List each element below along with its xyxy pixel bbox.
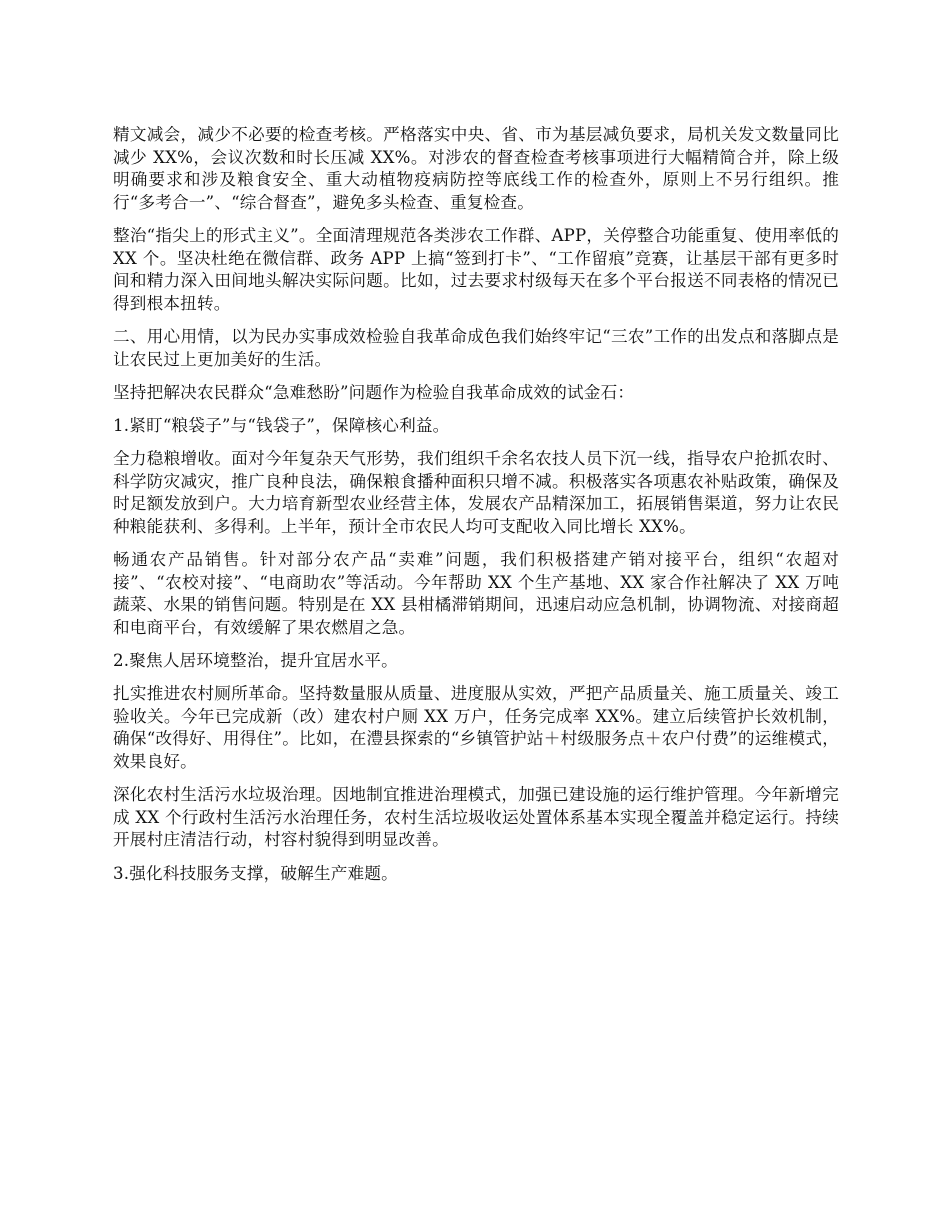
paragraph-toilet-revolution: 扎实推进农村厕所革命。坚持数量服从质量、进度服从实效，严把产品质量关、施工质量关、竣工验收关。今年已完成新（改）建农村户厕 XX 万户，任务完成率 XX%。建立后续管护长效机制，确保“改得好、用得住”。比如，在澧县探索的“乡镇管护站＋村级服务点＋农户付费”的运维模式，效果良好。 <box>113 684 839 771</box>
document-body <box>113 124 839 896</box>
subheading-living-environment: 2.聚焦人居环境整治，提升宜居水平。 <box>113 651 398 671</box>
paragraph-streamline-meetings: 精文减会，减少不必要的检查考核。严格落实中央、省、市为基层减负要求，局机关发文数量同比减少 XX%，会议次数和时长压减 XX%。对涉农的督查检查考核事项进行大幅精简合并，除上级明确要求和涉及粮食安全、重大动植物疫病防控等底线工作的检查外，原则上不另行组织。推行“多考合一”、“综合督查”，避免多头检查、重复检查。 <box>113 125 839 212</box>
section-heading-two: 二、用心用情，以为民办实事成效检验自我革命成色我们始终牢记“三农”工作的出发点和落脚点是让农民过上更加美好的生活。 <box>113 326 839 369</box>
paragraph-produce-sales: 畅通农产品销售。针对部分农产品“卖难”问题，我们积极搭建产销对接平台，组织“农超对接”、“农校对接”、“电商助农”等活动。今年帮助 XX 个生产基地、XX 家合作社解决了 XX 万吨蔬菜、水果的销售问题。特别是在 XX 县柑橘滞销期间，迅速启动应急机制，协调物流、对接商超和电商平台，有效缓解了果农燃眉之急。 <box>113 550 839 637</box>
paragraph-stable-grain: 全力稳粮增收。面对今年复杂天气形势，我们组织千余名农技人员下沉一线，指导农户抢抓农时、科学防灾减灾，推广良种良法，确保粮食播种面积只增不减。积极落实各项惠农补贴政策，确保及时足额发放到户。大力培育新型农业经营主体，发展农产品精深加工，拓展销售渠道，努力让农民种粮能获利、多得利。上半年，预计全市农民人均可支配收入同比增长 XX%。 <box>113 449 839 536</box>
paragraph-fingertip-formalism: 整治“指尖上的形式主义”。全面清理规范各类涉农工作群、APP，关停整合功能重复、使用率低的 XX 个。坚决杜绝在微信群、政务 APP 上搞“签到打卡”、“工作留痕”竞赛，让基层干部有更多时间和精力深入田间地头解决实际问题。比如，过去要求村级每天在多个平台报送不同表格的情况已得到根本扭转。 <box>113 225 839 313</box>
subheading-grain-and-income: 1.紧盯“粮袋子”与“钱袋子”，保障核心利益。 <box>113 415 450 435</box>
paragraph-sewage-garbage: 深化农村生活污水垃圾治理。因地制宜推进治理模式，加强已建设施的运行维护管理。今年新增完成 XX 个行政村生活污水治理任务，农村生活垃圾收运处置体系基本实现全覆盖并稳定运行。持续开展村庄清洁行动，村容村貌得到明显改善。 <box>113 785 839 850</box>
subheading-tech-support: 3.强化科技服务支撑，破解生产难题。 <box>113 863 398 883</box>
paragraph-urgent-issues: 坚持把解决农民群众“急难愁盼”问题作为检验自我革命成效的试金石： <box>113 382 635 402</box>
